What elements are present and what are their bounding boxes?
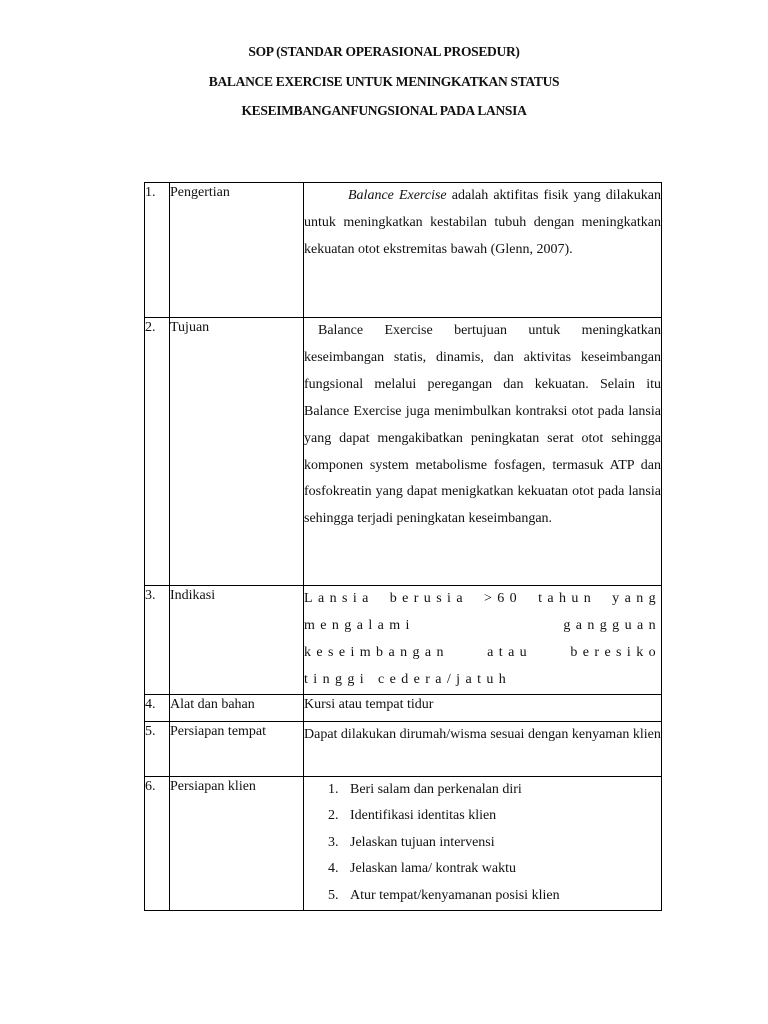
row-content: [304, 721, 662, 776]
document-header: [0, 44, 768, 133]
steps-list: [304, 777, 661, 910]
row-content-text: Balance Exercise bertujuan untuk meningkatkan keseimbangan statis, dinamis, dan aktivitas keseimbangan fungsional melalui peregangan dan kekuatan. Selain itu Balance Exercise juga menimbulkan kontraksi otot pada lansia yang dapat mengakibatkan peningkatan serat otot sehingga komponen system metabolisme fosfagen, termasuk ATP dan fosfokreatin yang dapat menigkatkan kekuatan otot pada lansia sehingga terjadi peningkatan keseimbangan.: [304, 323, 661, 527]
row-content-text: Dapat dilakukan dirumah/wisma sesuai dengan kenyaman klien: [304, 726, 661, 742]
title-line-1: SOP (STANDAR OPERASIONAL PROSEDUR): [248, 44, 520, 59]
row-label: Indikasi: [170, 586, 304, 695]
row-label: Tujuan: [170, 318, 304, 586]
row-number: 1.: [145, 183, 170, 318]
list-item: 5. Atur tempat/kenyamanan posisi klien: [328, 888, 560, 903]
row-content: [304, 776, 662, 910]
row-number: 5.: [145, 721, 170, 776]
row-label: Persiapan klien: [170, 776, 304, 910]
row-number: 3.: [145, 586, 170, 695]
row-content: [304, 318, 662, 586]
row-label: Persiapan tempat: [170, 721, 304, 776]
title-line-3: KESEIMBANGANFUNGSIONAL PADA LANSIA: [241, 103, 527, 118]
table-row-tujuan: [145, 318, 662, 586]
sop-table: [144, 182, 662, 911]
list-item: 1. Beri salam dan perkenalan diri: [328, 781, 522, 797]
row-content: [304, 694, 662, 721]
table-row-pengertian: [145, 183, 662, 318]
title-line-2: BALANCE EXERCISE UNTUK MENINGKATKAN STATUS: [208, 73, 560, 89]
row-number: 4.: [145, 694, 170, 721]
italic-term: Balance Exercise: [348, 188, 447, 203]
list-item: 4. Jelaskan lama/ kontrak waktu: [328, 861, 517, 877]
row-content-text: adalah aktifitas fisik yang dilakukan untuk meningkatkan kestabilan tubuh dengan meningkatkan kekuatan otot ekstremitas bawah (Glenn, 2007).: [304, 188, 661, 257]
row-content-text: Kursi atau tempat tidur: [304, 696, 434, 712]
list-item: 2. Identifikasi identitas klien: [328, 808, 497, 824]
row-number: 2.: [145, 318, 170, 586]
row-content: [304, 586, 662, 695]
row-label: Alat dan bahan: [170, 694, 304, 721]
table-row-alat-dan-bahan: [145, 694, 662, 721]
list-item: 3. Jelaskan tujuan intervensi: [328, 834, 495, 850]
row-content-text: Lansia berusia >60 tahun yang mengalami gangguan keseimbangan atau beresiko tinggi cedera/jatuh: [304, 591, 661, 687]
table-row-indikasi: [145, 586, 662, 695]
row-number: 6.: [145, 776, 170, 910]
table-row-persiapan-klien: [145, 776, 662, 910]
table-row-persiapan-tempat: [145, 721, 662, 776]
row-label: Pengertian: [170, 183, 304, 318]
row-content: [304, 183, 662, 318]
